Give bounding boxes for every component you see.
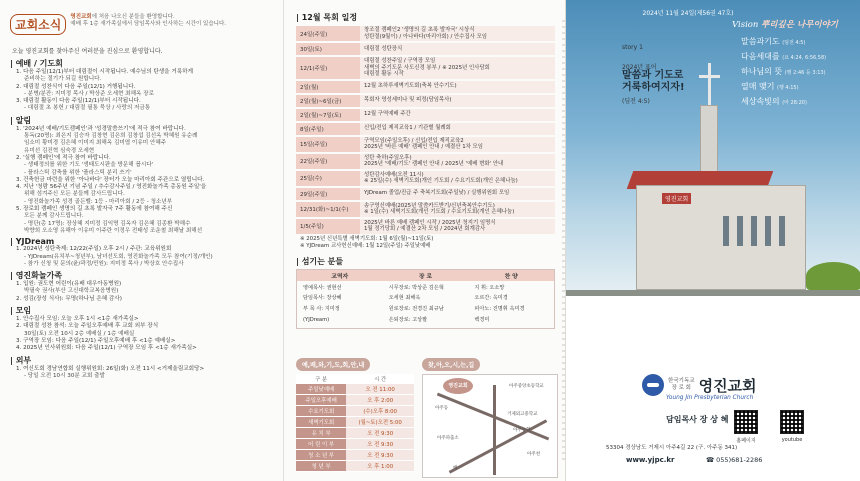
worship-time: (월~토)오전 5:00 [346,417,414,428]
church-building-illustration [636,155,811,290]
map-label: 아주농협 [513,428,531,433]
notice-line: 3. 대림절 활동이 다음 주일(12/1)부터 시작됩니다. [16,98,141,105]
server-name: 피아노: 진명휘 옥미경 [474,306,525,313]
calendar-row [296,109,555,121]
calendar-row [296,81,555,93]
calendar-note: ※ 2025년 신년특별 새벽기도회: 1월 6일(월)~11일(토) [300,235,434,242]
church-sign: 영진교회 [662,193,691,204]
worship-title: 예,배,와,기,도,회,안,내 [296,358,370,371]
church-logo-row [642,374,757,396]
notice-line: - YJDream(유치부~청년부), 남녀선도회, 영진화놀가족 모두 참여(기정/개인) [24,253,213,260]
window [751,216,757,246]
verse-title: 말씀과기도 [741,37,780,46]
news-intro [70,14,226,28]
worship-header-time: 시 간 [346,374,414,384]
vision-verse [741,51,856,62]
server-name: 오르간: 옥미경 [474,295,508,302]
map-box [422,352,558,478]
news-panel [0,0,283,481]
church-english-name: Young Jin Presbyterian Church [666,395,754,401]
calendar-event: YJDream 졸업/진급 주 축복기도회(주일낮) / 실행위원회 모임 [364,190,510,197]
section-title: | 알림 [10,115,32,125]
server-name: 백경미 [474,316,490,323]
calendar-list [296,26,555,234]
calendar-events [360,171,555,186]
calendar-events [360,95,555,107]
servers-header-clergy: 교역자 [331,273,349,280]
calendar-row [296,137,555,152]
notice-line: 임소미 황미경 김은혜 이미지 최해옥 김미엽 이유미 안혜주 [24,140,167,147]
worship-type: 수요기도회 [296,406,346,417]
calendar-note: ※ YJDream 교사헌신예배: 1월 12일(주일) 주일낮예배 [300,242,431,249]
calendar-events [360,123,555,135]
servers-body [297,281,554,328]
worship-type: 주일낮예배 [296,384,346,395]
calendar-row [296,202,555,217]
story-label: story 1 [622,44,643,51]
worship-row [296,417,414,428]
section-title: | 외부 [10,355,32,365]
calendar-row [296,95,555,107]
calendar-date: 12/31(화)~1/1(수) [296,202,360,217]
intro-line2: 예배 후 1층 새가족실에서 담임목사와 인사하는 시간이 있습니다. [70,21,227,27]
worship-time: 오 전 9:30 [346,450,414,461]
calendar-row [296,43,555,55]
servers-table [296,269,555,329]
calendar-date: 22일(주일) [296,154,360,169]
calendar-date: 30일(토) [296,43,360,55]
notice-line: 3. 건축헌금 마련을 위한 '아나바다' 장터가 오늘 마리아회 주관으로 열립니다. [16,176,205,183]
vision-verse [741,66,856,77]
worship-row [296,461,414,472]
calendar-event: 목회자 영성세미나 및 피정(담임목사) [364,97,452,104]
calendar-event: 성탄 축하(주일오후) [364,154,412,161]
homepage-qr-icon[interactable] [734,410,758,434]
church-address: 53304 경상남도 거제시 아주4길 22 (구. 아주동 341) [606,445,738,451]
notice-line: 2. 대림절 성찬식이 다음 주일(12/1) 거행됩니다. [16,83,136,90]
verse-title: 하나님의 뜻 [741,67,783,76]
servers-music-list [468,281,554,328]
worship-type: 새벽기도회 [296,417,346,428]
servers-title: | 섬기는 분들 [296,256,344,266]
notice-line: 4. 2025년 인사위원회: 다음 주일(12/1) 구역장 모임 후 <1층 새가족실> [16,345,197,352]
calendar-event: 성탄감사예배(오전 11시) [364,171,424,178]
map-road [493,385,496,475]
cross-icon [708,63,711,107]
news-sections [10,58,275,380]
servers-elders-list [383,281,469,328]
calendar-event: 2025년 '바른 예배' 캠페인 안내 / 예결산 1차 모임 [364,144,483,150]
calendar-events [360,26,555,41]
server-name: 영예목사: 권현선 [303,284,342,291]
schedule-panel [283,0,565,481]
homepage-qr-label: 홈페이지 [736,438,756,444]
trees [806,262,860,290]
calendar-date: 25일(수) [296,171,360,186]
worship-time: 오 전 9:30 [346,428,414,439]
calendar-event: 1월 정기당회 / 예결산 2차 모임 / 2024년 회계감사 [364,226,486,232]
calendar-events [360,219,555,234]
calendar-events [360,81,555,93]
notice-line: - 플라스틱 감축를 위한 '플라스틱 분리 쓰기' [24,169,132,176]
map-label: 아주파출소 [437,436,459,441]
ground [566,290,860,296]
map-church-marker: 영진교회 [443,378,473,394]
window [737,216,743,246]
servers-header-elders: 장 로 [418,273,433,280]
calendar-events [360,57,555,79]
directions-map [422,374,558,478]
news-header [10,14,275,44]
vision-verse [741,36,856,47]
phone-number: ☎ 055)681-2286 [706,456,763,464]
vision-verses [741,36,856,111]
section-title: | 영진화놀가족 [10,271,63,281]
map-label: 거제외고중학교 [507,412,538,417]
calendar-date: 12/1(주일) [296,57,360,79]
notice-line: 5. 장로회 캠페인 생명의 길 초록 발자국 7주 활동에 참여해 주신 [16,206,173,213]
welcome-tagline: 오늘 영진교회를 찾아주신 여러분을 진심으로 환영합니다. [12,48,163,55]
worship-time: (수)오후 8:00 [346,406,414,417]
notice-line: 위해 섬겨주신 모든 분들께 감사드립니다. [24,191,125,198]
server-name: 원로장로: 전경진 최규남 [388,306,444,313]
vision-verse [741,96,856,107]
map-label: 아주천 [527,452,541,457]
calendar-event: 성탄절(9월이) / 아나바다(마리아회) / 안수집사 모임 [364,33,487,40]
notice-line: 준비하는 절기가 되길 원합니다. [24,76,102,83]
calendar-event: ※ 25일(수) 새벽기도회(개인 기도회 / 수요기도회(개인 은혜나눔) [364,178,518,184]
worship-table [296,374,414,472]
calendar-event: ※ 1일(수) 새벽기도회(개인 기도회 / 수요기도회(개인 은혜나눔) [364,209,515,215]
cover-panel [565,0,860,481]
server-name: 지 휘: 오소망 [474,284,505,291]
notice-line: 박향희 오소영 유해아 이유미 이주란 이정우 전태성 조운철 최해날 최해선 [24,227,203,234]
servers-header [297,270,554,281]
church-logo-icon [642,374,664,396]
calendar-event: 송구영신예배(2025년 말씀카드받기/신년축복안수기도) [364,202,495,209]
worship-time: 오 후 2:00 [346,395,414,406]
motto-title [622,70,685,94]
notice-line: 모든 분께 감사드립니다. [24,213,84,220]
notice-line: 1. 안수집사 모임: 오늘 오후 1시 <1층 새가족실> [16,316,139,323]
verse-title: 다음세대를 [741,52,780,61]
worship-time: 오 후 1:00 [346,461,414,472]
calendar-event: 대림절 활동 시작 [364,71,404,77]
notice-line: 4. 지난 '청람 56주년 기념 주일 / 추수감사주일 / 영진화놀가족 총동원 주일'을 [16,184,207,191]
server-name: 부 목 사: 지미정 [303,306,340,313]
worship-time: 오 전 11:00 [346,384,414,395]
notice-line: - 생태정의를 위한 기도 '생태도시판을 방문해 봅시다' [24,162,154,169]
worship-header-type: 구 분 [296,374,346,384]
denomination-line-1: 한국기독교 [668,378,695,384]
worship-type: 주일오후예배 [296,395,346,406]
vision-verse [741,81,856,92]
calendar-event: 신입/전입 제직교육1 / 기관별 월례회 [364,125,451,132]
motto-line-1: 말씀과 기도로 [622,70,684,81]
notice-line: 통독(20명): 최은지 김승자 김창현 김은희 김창섭 김선옥 박혜원 유순례 [24,133,198,140]
calendar-event: 대림절 성찬주일 / 구역장 모임 [364,58,436,64]
notice-line: - 명단(총 17명): 장상혜 지미정 김익명 김옥자 김은혜 김종환 박해수 [24,220,191,227]
denomination-line-2: 장 로 회 [671,385,691,391]
notice-line: 30일(토) 오전 10시 2층 예배실 / 1층 예배실 [24,330,135,337]
notice-line: - 참가 신청 및 문의(윤/곽정/민원): 지미정 목사 / 박상호 안수집사 [24,260,184,267]
worship-row [296,384,414,395]
server-name: (YJDream) [303,316,330,323]
calendar-row [296,219,555,234]
notice-line: 1. 여신도회 경남연합회 실행위원회: 26일(화) 오전 11시 <거제울림교회당> [16,365,205,372]
servers-header-music: 찬 양 [504,273,518,280]
verse-reference: (딤전 4:5) [782,40,806,46]
notice-line: 1. 2024년 성탄축제: 12/22(주일) 오후 2시 / 주관: 교육위원회 [16,246,172,253]
calendar-events [360,137,555,152]
notice-line: 2. 성김(장성 식사): 무명(하나님 은혜 감사) [16,295,122,302]
calendar-event: 2025년 바른 예배 캠페인 시작 / 2025년 청지기 임명식 [364,219,496,226]
worship-row [296,428,414,439]
notice-line: 1. 다음 주일(12/1)부터 대림절이 시작됩니다. 예수님의 탄생을 거룩하게 [16,69,193,75]
servers-clergy-list [297,281,383,328]
worship-type: 청 소 년 부 [296,450,346,461]
calendar-row [296,188,555,200]
notice-line: - 대림절 초 봉헌 / 대림절 필통 묵상 / 사랑의 저금통 [24,105,151,112]
verse-title: 열매 맺기 [741,82,775,91]
calendar-row [296,57,555,79]
intro-church-name: 영진교회 [70,14,92,20]
calendar-date: 1/5(주일) [296,219,360,234]
map-label: 배 [453,466,458,471]
notice-line: 1. 입원: 권도현 어린이(유배 대우아동병원) [16,281,122,288]
notice-line: 3. 구역장 모임: 다음 주일(12/1) 주일오후예배 후 <1층 예배실> [16,337,176,344]
calendar-notes [296,236,555,250]
calendar-event: 구역모임(주일오후) / 신입/전입 제직교육2 [364,137,464,144]
intro-text: 에 처음 나오신 분들을 환영합니다. [91,14,175,20]
calendar-date: 2일(월)~6일(금) [296,95,360,107]
server-name: 은퇴장로: 고상팔 [388,316,428,323]
church-name: 영진교회 [698,376,757,395]
verse-reference: (행 4:15) [777,85,799,91]
youtube-qr-icon[interactable] [780,410,804,434]
map-road [449,419,548,473]
worship-type: 어 린 이 부 [296,439,346,450]
vision-prefix: Vision [732,20,759,30]
window [723,216,729,246]
section-title: | 모임 [10,306,32,316]
motto-reference: (딤전 4:5) [622,98,650,105]
cross-icon-bar [699,75,720,78]
calendar-event: 12월 구역예배 주간 [364,111,411,118]
server-name: 담임목사: 장상혜 [303,295,342,302]
calendar-row [296,171,555,186]
verse-reference: (마 28:20) [782,100,807,106]
notice-line: - 당일 오전 10시 30분 교회 출발 [24,372,105,379]
calendar-events [360,43,555,55]
calendar-event: 새벽의 주기도문 사도신경 봉부 / ※ 2025년 인사담회 [364,64,490,71]
calendar-events [360,154,555,169]
calendar-events [360,188,555,200]
calendar-event: 창조절 캠페인2 '생명의 길 초록 발자국' 시상식 [364,27,475,33]
calendar-date: 29일(주일) [296,188,360,200]
worship-row [296,395,414,406]
youtube-qr-label: youtube [781,437,803,443]
verse-reference: (행 2:46 등 3:13) [784,70,826,76]
news-badge: 교회소식 [10,14,66,35]
section-title: | 예배 / 기도회 [10,59,63,68]
worship-row [296,406,414,417]
window [779,216,785,246]
map-title: 찾,아,오,시,는,길 [422,358,480,371]
issue-date: 2024년 11월 24일(제56권 47호) [642,10,734,17]
denomination [668,378,695,392]
calendar-event: 12월 초하루새벽기도회(축복 안수기도) [364,83,457,90]
worship-box [296,352,414,478]
info-boxes [296,352,558,478]
calendar-row [296,26,555,41]
calendar-title: | 12월 목회 일정 [296,13,358,22]
motto-line-2: 거룩하여지자! [622,82,685,93]
server-name: 시무장로: 박상준 김은혁 [388,284,444,291]
calendar-date: 15일(주일) [296,137,360,152]
worship-type: 유 치 부 [296,428,346,439]
calendar-events [360,202,555,217]
calendar-events [360,109,555,121]
window [765,216,771,246]
notice-line: - 영진화놀가족 성경 골든벨: 1등 - 마리아회 / 2등 - 청소년부 [24,198,173,205]
server-name: 오세현 최해옥 [388,295,421,302]
worship-row [296,439,414,450]
map-label: 아주동 [435,406,449,411]
calendar-event: 2025년 '예배/기도' 캠페인 안내 / 2025년 '예배 변화' 안내 [364,161,504,167]
notice-line: 2. '실행 캠페인'에 적극 참여 바랍니다. [16,154,111,161]
notice-line: 박필숙 권사(부산 고신대학교복음병원) [24,288,119,295]
motto-label: 2024년 표어 [622,64,657,71]
calendar-date: 2일(월) [296,81,360,93]
calendar-row [296,154,555,169]
calendar-date: 2일(월)~7일(토) [296,109,360,121]
map-label: 아주중앙초등학교 [509,384,544,389]
vision-main: 뿌리깊은 나무이야기 [761,20,838,30]
notice-line: 1. '2024년 예배/기도캠페인'과 '성경말씀쓰기'에 적극 참여 바랍니다. [16,125,186,132]
calendar-date: 8일(주일) [296,123,360,135]
notice-line: 유미선 김진혁 심숙경 오세현 [24,147,95,154]
section-title: | YJDream [10,237,55,247]
worship-time: 오 전 9:30 [346,439,414,450]
notice-line: 2. 대림절 성찬 참석: 오늘 주일오후예배 후 교회 외부 장식 [16,323,159,330]
website-link[interactable]: www.yjpc.kr [626,456,675,464]
calendar-row [296,123,555,135]
senior-pastor: 담임목사 장 상 혜 [666,415,729,424]
vision-heading [732,18,838,30]
verse-title: 세상속빛의 [741,97,780,106]
notice-line: - 분병/분잔: 지미정 목사 / 박상준 오세현 최해옥 장로 [24,90,154,97]
verse-reference: (요 4:24, 6:56,58) [782,55,827,61]
calendar-date: 24일(주일) [296,26,360,41]
worship-row [296,450,414,461]
worship-type: 청 년 부 [296,461,346,472]
calendar-event: 대림절 성탄장식 [364,45,403,52]
